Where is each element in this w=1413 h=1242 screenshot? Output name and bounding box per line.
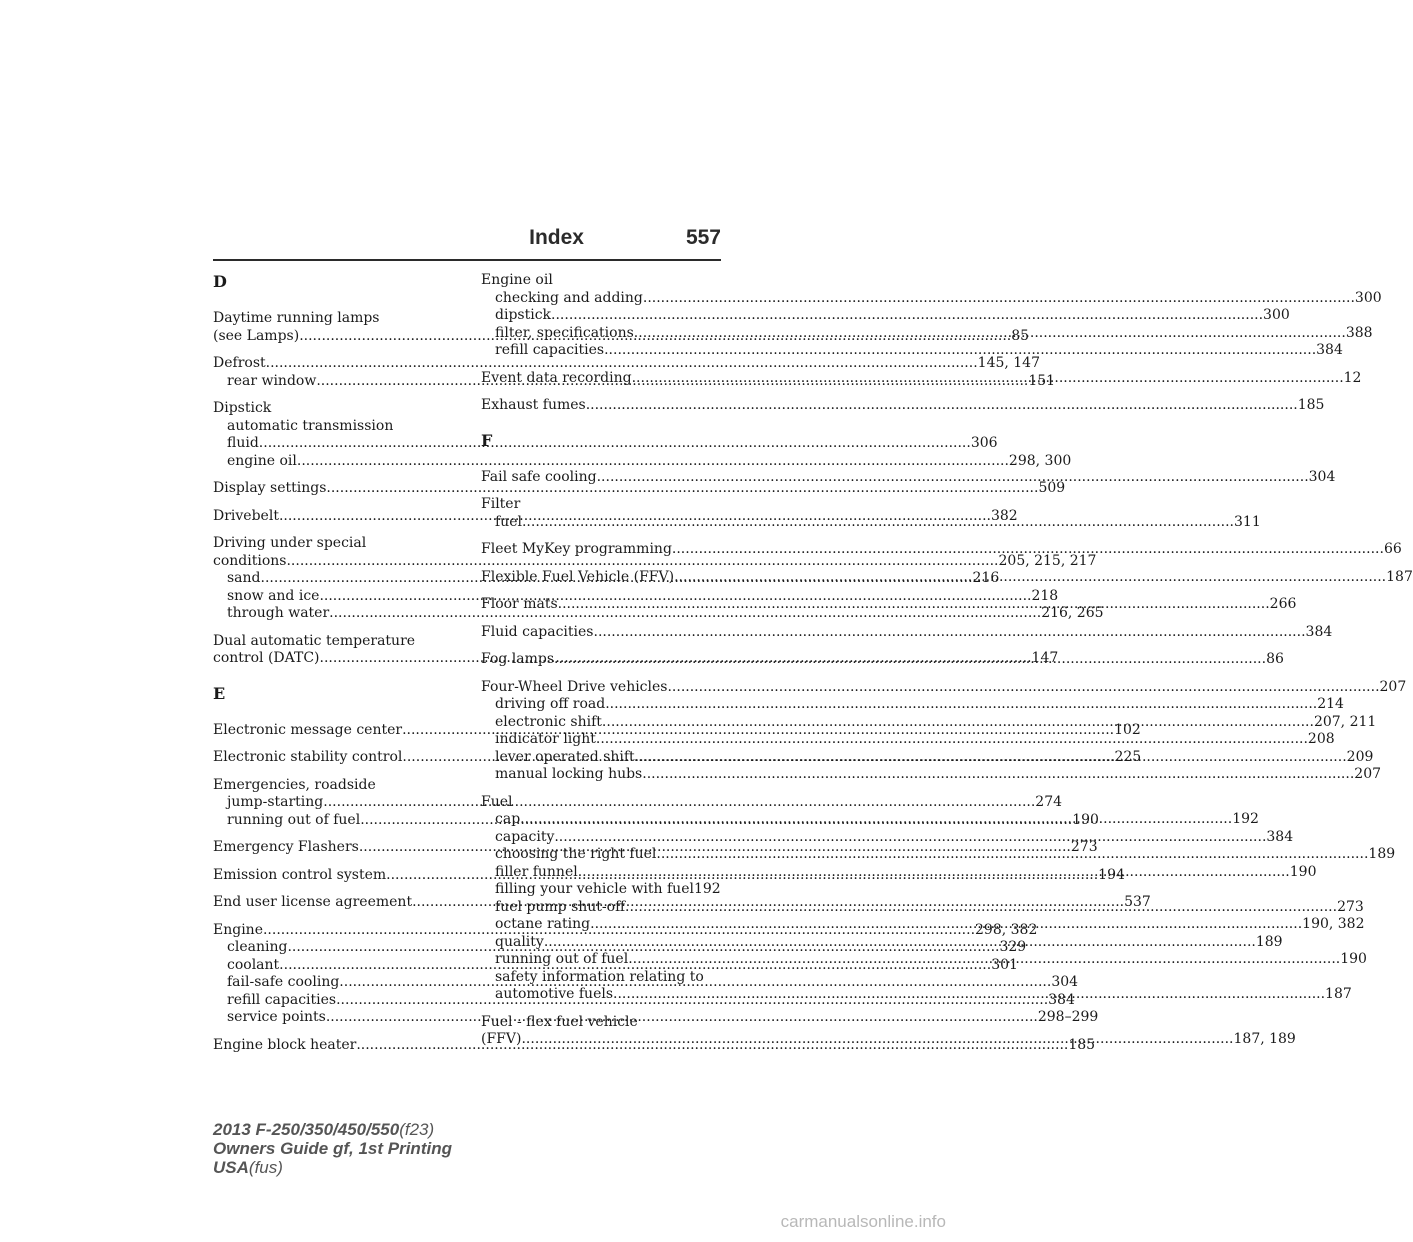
entry-page: 537 [1124, 894, 1151, 910]
entry-page: 187, 189 [1233, 1031, 1296, 1047]
subentry-page: 301 [991, 956, 1018, 973]
entry-term: Daytime running lamps [213, 310, 380, 326]
subentry-term: capacity [495, 828, 555, 845]
entry-term: Dipstick [213, 400, 272, 416]
entry-term: Fog lamps [481, 651, 555, 667]
subentry-page: 384 [1048, 991, 1075, 1008]
entry-page: 185 [1068, 1036, 1096, 1053]
entry-term: Driving under special [213, 535, 367, 551]
subentry-page: 209 [1346, 748, 1374, 765]
subentry-term: automotive fuels [495, 986, 614, 1002]
document-footer [213, 1120, 452, 1177]
subentry-term: fuel pump shut-off [495, 898, 626, 915]
subentry-term: engine oil [227, 452, 297, 469]
subentry-term: quality [495, 933, 544, 950]
subentry-page: 216 [972, 570, 1000, 586]
subentry-term: driving off road [495, 696, 606, 712]
entry-term: conditions [213, 552, 287, 569]
subentry-page: 207 [1354, 766, 1382, 782]
entry-term: Engine [213, 921, 263, 938]
subentry-term: snow and ice [227, 587, 320, 604]
subentry-term: running out of fuel [495, 951, 629, 967]
subentry-term: filling your vehicle with fuel [495, 881, 694, 897]
entry-term: Engine block heater [213, 1036, 357, 1053]
entry-page: 66 [1383, 541, 1402, 557]
entry-page: 266 [1269, 596, 1297, 612]
entry-term: (see Lamps) [213, 327, 300, 344]
entry-page: 298, 382 [975, 921, 1038, 938]
entry-term: Four-Wheel Drive vehicles [481, 678, 668, 695]
entry-term: Electronic message center [213, 721, 403, 738]
subentry-term: filter, specifications [495, 324, 634, 341]
footer-market: USA [213, 1158, 249, 1177]
subentry-page: 274 [1035, 794, 1063, 810]
subentry-page: 190 [1289, 863, 1317, 880]
subentry-term: rear window [227, 372, 317, 389]
watermark: carmanualsonline.info [780, 1212, 946, 1231]
entry-term: Defrost [213, 355, 266, 371]
entry-page: 185 [1297, 397, 1325, 413]
entry-term: (FFV) [481, 1031, 522, 1047]
entry-page: 509 [1038, 480, 1066, 496]
entry-page: 207 [1379, 678, 1407, 695]
subentry-term: refill capacities [495, 342, 605, 358]
entry-page: 102 [1114, 721, 1141, 738]
entry-page: 12 [1343, 369, 1362, 386]
subentry-page: 311 [1234, 513, 1261, 530]
subentry-page: 192 [693, 881, 721, 897]
subentry-term: cleaning [227, 939, 288, 955]
subentry-page: 190 [1340, 951, 1367, 967]
subentry-term: lever operated shift [495, 748, 635, 765]
section-letter-f: F [481, 430, 493, 450]
subentry-page: 218 [1031, 587, 1059, 604]
subentry-term: through water [227, 605, 330, 621]
subentry-term: octane rating [495, 916, 591, 932]
section-letter-e: E [213, 683, 226, 703]
entry-term: Fuel [481, 793, 513, 810]
entry-term: Dual automatic temperature [213, 632, 416, 649]
entry-term: Fleet MyKey programming [481, 541, 672, 557]
subentry-page: 207, 211 [1313, 713, 1377, 730]
footer-model: 2013 F-250/350/450/550 [213, 1120, 400, 1139]
entry-term: Fuel - flex fuel vehicle [481, 1013, 638, 1030]
entry-term: Display settings [213, 480, 327, 496]
entry-page: 382 [990, 507, 1018, 524]
entry-term: Flexible Fuel Vehicle (FFV) [481, 568, 675, 585]
entry-term: Electronic stability control [213, 749, 403, 765]
subentry-term: fluid [227, 435, 259, 451]
subentry-page: 189 [1255, 933, 1283, 950]
index-entry [481, 397, 1325, 415]
subentry-page: 214 [1317, 696, 1344, 712]
subentry-page: 187 [1325, 986, 1352, 1002]
subentry-term: refill capacities [227, 991, 337, 1008]
entry-page: 225 [1114, 749, 1142, 765]
subentry-page: 329 [999, 939, 1027, 955]
index-entry [213, 480, 1066, 498]
subentry-term: electronic shift [495, 713, 602, 730]
entry-page: 85 [1011, 327, 1030, 344]
subentry-term: fail-safe cooling [227, 974, 340, 990]
page-number: 557 [685, 226, 721, 249]
subentry-term: automatic transmission [227, 417, 394, 434]
subentry-term: checking and adding [495, 289, 643, 306]
subentry-page: 300 [1263, 307, 1290, 323]
index-entry [481, 468, 1336, 487]
entry-term: Event data recording [481, 369, 632, 386]
entry-term: End user license agreement [213, 894, 413, 910]
entry-page: 86 [1266, 651, 1284, 667]
footer-edition: Owners Guide gf, 1st Printing [213, 1139, 452, 1158]
subentry-page: 388 [1345, 324, 1373, 341]
entry-page: 384 [1305, 623, 1333, 640]
index-entry [481, 623, 1333, 642]
subentry-term: filler funnel [495, 863, 578, 880]
subentry-page: 298, 300 [1008, 452, 1072, 469]
index-entry [481, 541, 1402, 559]
subentry-page: 151 [1028, 372, 1056, 389]
subentry-term: fuel [495, 513, 522, 530]
entry-term: Exhaust fumes [481, 397, 586, 413]
subentry-term: service points [227, 1009, 326, 1025]
entry-term: Emission control system [213, 866, 387, 883]
subentry-page: 190 [1072, 811, 1099, 828]
footer-code: (f23) [399, 1120, 435, 1139]
entry-term: Emergencies, roadside [213, 776, 376, 793]
entry-term: Engine oil [481, 272, 553, 288]
subentry-page: 300 [1354, 289, 1382, 306]
entry-page: 187 [1386, 568, 1413, 585]
subentry-page: 384 [1316, 342, 1343, 358]
entry-term: control (DATC) [213, 650, 320, 666]
subentry-term: dipstick [495, 307, 552, 323]
entry-page: 304 [1308, 468, 1336, 485]
entry-page: 194 [1098, 866, 1125, 883]
entry-page: 145, 147 [977, 355, 1040, 371]
subentry-term: jump-starting [227, 794, 324, 810]
entry-term: Drivebelt [213, 507, 279, 524]
footer-market-code: (fus) [248, 1158, 283, 1177]
subentry-page: 216, 265 [1041, 605, 1104, 621]
entry-term: Filter [481, 496, 521, 512]
header-rule [213, 259, 721, 261]
entry-term: Fluid capacities [481, 623, 594, 640]
subentry-term: indicator light [495, 731, 596, 747]
subentry-term: coolant [227, 956, 280, 973]
subentry-page: 190, 382 [1302, 916, 1365, 932]
subentry-term: choosing the right fuel [495, 846, 657, 862]
entry-page: 205, 215, 217 [998, 552, 1097, 569]
entry-term: Emergency Flashers [213, 839, 359, 855]
entry-page: 273 [1070, 839, 1098, 855]
subentry-term: sand [227, 570, 261, 586]
section-letter-d: D [213, 272, 227, 291]
subentry-page: 306 [970, 435, 998, 451]
subentry-page: 304 [1051, 974, 1079, 990]
subentry-term: manual locking hubs [495, 766, 643, 782]
page-title: Index [529, 226, 584, 249]
subentry-term: cap [495, 811, 521, 827]
subentry-term: running out of fuel [227, 811, 361, 828]
subentry-page: 384 [1266, 828, 1294, 845]
entry-term: Fail safe cooling [481, 468, 597, 485]
entry-term: Floor mats [481, 596, 558, 612]
entry-page: 147 [1031, 650, 1059, 666]
subentry-term: safety information relating to [495, 968, 704, 985]
subentry-page: 192 [1232, 811, 1259, 827]
subentry-page: 189 [1368, 846, 1396, 862]
subentry-page: 273 [1337, 898, 1364, 915]
subentry-page: 298–299 [1037, 1009, 1099, 1025]
subentry-page: 208 [1307, 731, 1335, 747]
